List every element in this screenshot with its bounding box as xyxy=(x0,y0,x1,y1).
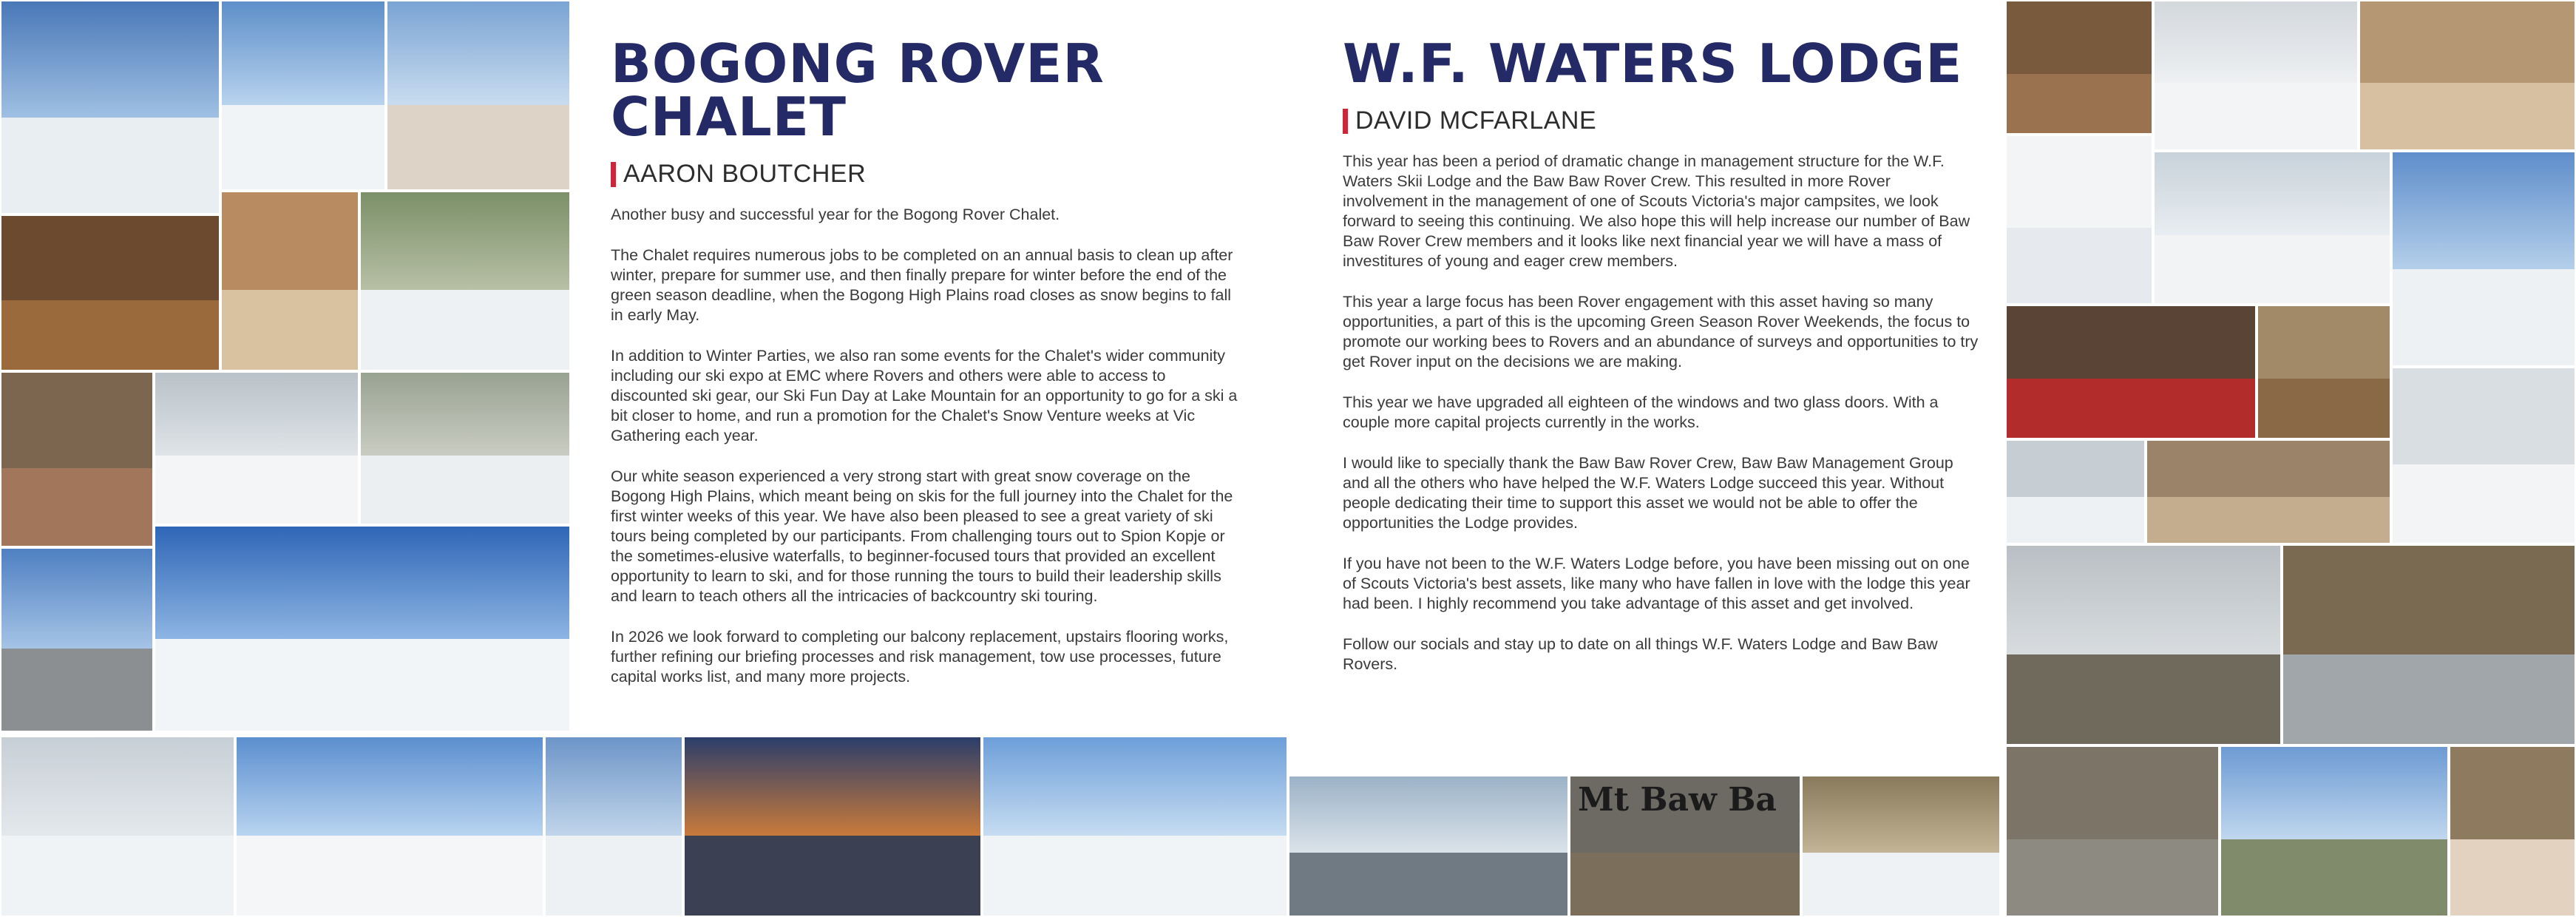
paragraph: I would like to specially thank the Baw Baw Rover Crew, Baw Baw Management Group and all the others who have helped the W.F. Waters Lodge succeed this year. Without people dedicating their time to support this asset we would not be able to offer the opportunities the Lodge provides. xyxy=(1343,454,1953,532)
photo-skiers-poles-raised xyxy=(982,736,1288,917)
photo-group-indoor-hall xyxy=(0,214,220,371)
paragraph: Our white season experienced a very strong start with great snow coverage on the Bogong High Plains, which meant being on skis for the full journey into the Chalet for the first winter weeks of this year. We have also been pleased to see a great variety of ski tours being completed by our participants. From challenging tours out to Spion Kopje or the sometimes-elusive waterfalls, to beginner-focused tours that provided an excellent opportunity to learn to ski, and for those running the tours to build their leadership skills and learn to teach others all the intricacies of backcountry ski touring. xyxy=(611,467,1233,605)
article-body xyxy=(1343,152,1979,674)
article-wf-waters-lodge xyxy=(1343,33,1979,695)
article-byline xyxy=(611,160,1247,189)
paragraph: This year has been a period of dramatic change in management structure for the W.F. Waters Skii Lodge and the Baw Baw Rover Crew. This resulted in more Rover involvement in the management of one of Scouts Victoria's major campsites, we look forward to seeing this continuing. We also hope this will help increase our number of Baw Baw Rover Crew members and it looks like next financial year we will have a mass of investitures of young and eager crew members. xyxy=(1343,152,1970,270)
photo-snowman xyxy=(2005,439,2146,544)
photo-selfie-blizzard xyxy=(2153,0,2359,151)
photo-group-snowy-field xyxy=(2153,151,2391,305)
photo-dinner-table xyxy=(2005,305,2257,439)
photo-skiers-snow-gums xyxy=(154,371,359,525)
accent-bar xyxy=(611,162,616,187)
photo-group-picnic-table xyxy=(2220,745,2449,917)
photo-rovers-indoor xyxy=(2005,0,2153,135)
photo-selfie-lodge xyxy=(2359,0,2576,151)
paragraph: If you have not been to the W.F. Waters Lodge before, you have been missing out on one of Scouts Victoria's best assets, like many who have fallen in love with the lodge this year had been. I highly recommend you take advantage of this asset and get involved. xyxy=(1343,555,1970,612)
photo-selfie-sunglasses xyxy=(386,0,571,191)
article-byline xyxy=(1343,106,1979,135)
photo-sunset-group xyxy=(683,736,982,917)
photo-indoor-games xyxy=(0,371,154,547)
photo-skier-trees xyxy=(1801,775,2001,917)
photo-selfie-smiling xyxy=(2449,745,2576,917)
photo-group-hut-trees xyxy=(2005,544,2282,745)
photo-snow-angel xyxy=(2005,135,2153,305)
article-bogong-rover-chalet xyxy=(611,33,1247,708)
paragraph: In 2026 we look forward to completing our balcony replacement, upstairs flooring works, further refining our briefing processes and risk management, tow use processes, future capital works list, and many more projects. xyxy=(611,628,1229,686)
photo-group-on-summit xyxy=(0,0,220,214)
photo-mt-baw-baw-sign xyxy=(1569,775,1801,917)
photo-group-building xyxy=(2005,745,2220,917)
paragraph: The Chalet requires numerous jobs to be completed on an annual basis to clean up after winter, prepare for summer use, and then finally prepare for winter before the end of the green season deadline, when the Bogong High Plains road closes as snow begins to fall in early May. xyxy=(611,246,1233,324)
author-name: AARON BOUTCHER xyxy=(623,160,867,188)
photo-group-snow-slope xyxy=(220,0,386,191)
paragraph: In addition to Winter Parties, we also ran some events for the Chalet's wider community including our ski expo at EMC where Rovers and others were able to access to discounted ski gear, our Ski Fun Day at Lake Mountain for an opportunity to go for a ski a bit closer to home, and run a promotion for the Chalet's Snow Venture weeks at Vic Gathering each year. xyxy=(611,347,1238,444)
article-body xyxy=(611,205,1247,687)
paragraph: This year a large focus has been Rover engagement with this asset having so many opportunities, a part of this is the upcoming Green Season Rover Weekends, the focus to promote our working bees to Rovers and an abundance of surveys and opportunities to try get Rover input on the decisions we are making. xyxy=(1343,293,1979,370)
photo-summit-sign xyxy=(0,547,154,732)
photo-group-portrait xyxy=(1288,775,1569,917)
paragraph: This year we have upgraded all eighteen of the windows and two glass doors. With a couple more capital projects currently in the works. xyxy=(1343,393,1939,431)
author-name: DAVID MCFARLANE xyxy=(1355,106,1597,135)
photo-skier-portrait xyxy=(544,736,683,917)
photo-skiers-snowy-slope xyxy=(235,736,544,917)
paragraph: Follow our socials and stay up to date on all things W.F. Waters Lodge and Baw Baw Rovers. xyxy=(1343,635,1938,673)
photo-kitchen-group xyxy=(2146,439,2391,544)
photo-skiers-goggles xyxy=(0,736,235,917)
accent-bar xyxy=(1343,109,1348,134)
photo-skiers-trees xyxy=(359,371,571,525)
sign-mt-baw-baw: Mt Baw Ba xyxy=(1578,781,1777,819)
photo-toboggans xyxy=(2391,151,2576,367)
photo-group-with-flag xyxy=(154,525,571,732)
photo-food-platters xyxy=(220,191,359,371)
photo-group-decorated-tree xyxy=(359,191,571,371)
article-title: W.F. WATERS LODGE xyxy=(1343,33,1963,95)
photo-group-lodge-steps xyxy=(2282,544,2576,745)
photo-snow-play xyxy=(2391,367,2576,544)
article-title: BOGONG ROVER CHALET xyxy=(611,33,1105,148)
paragraph: Another busy and successful year for the Bogong Rover Chalet. xyxy=(611,206,1060,223)
photo-woodwork xyxy=(2257,305,2391,439)
